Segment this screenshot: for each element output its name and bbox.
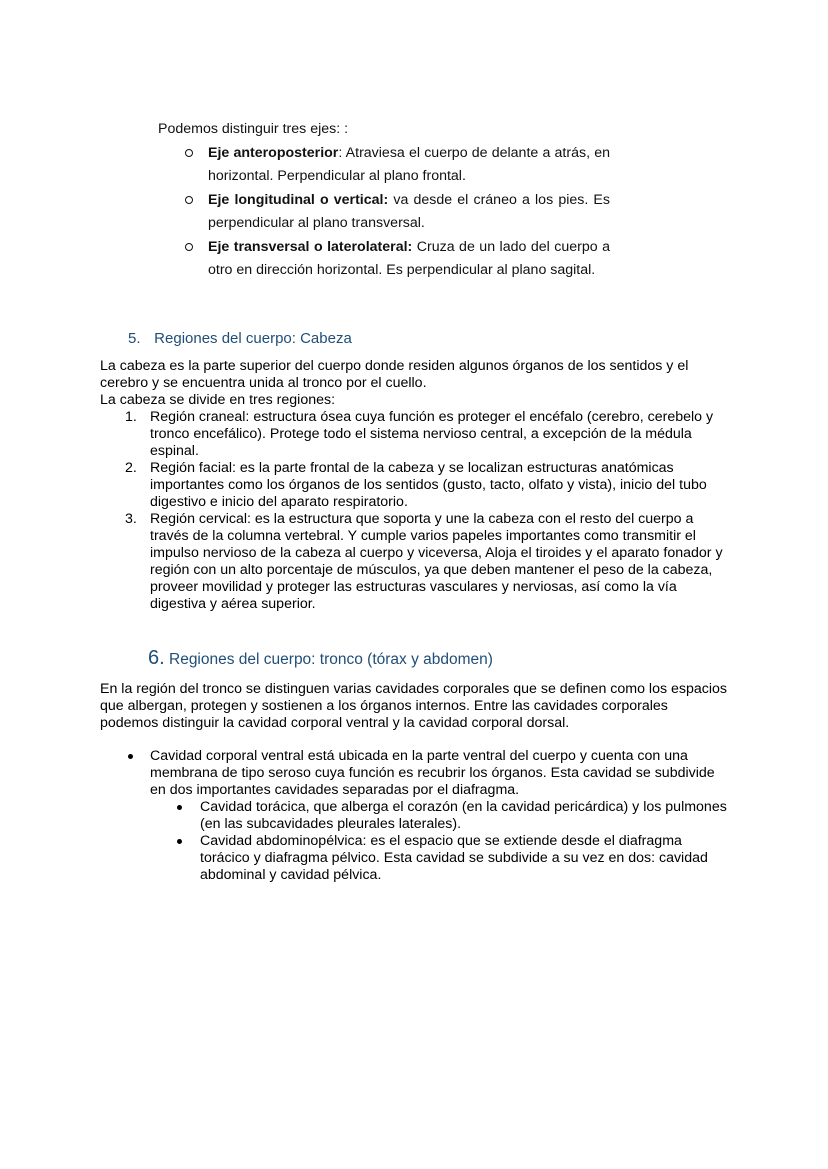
list-item	[158, 236, 610, 283]
axes-intro: Podemos distinguir tres ejes: :	[158, 121, 349, 137]
sub-list	[150, 799, 730, 884]
list-item	[100, 833, 730, 884]
axis-title: Eje anteroposterior	[208, 144, 339, 161]
section-number: 5.	[128, 330, 141, 347]
list-item	[100, 511, 730, 613]
list-item	[158, 189, 610, 236]
section-title: Regiones del cuerpo: tronco (tórax y abdomen)	[169, 651, 493, 668]
bullet-icon	[177, 839, 182, 844]
hollow-bullet-icon	[185, 196, 193, 204]
axis-text: Cruza de un lado del cuerpo a otro en dirección horizontal. Es perpendicular al plano sagital.	[208, 238, 610, 278]
list-text: Región craneal: estructura ósea cuya función es proteger el encéfalo (cerebro, cerebelo y tronco encefálico). Protege todo el sistema nervioso central, a excepción de la médula espinal.	[150, 409, 714, 459]
axes-list	[158, 142, 610, 283]
list-item	[158, 142, 610, 189]
section-6-heading	[148, 647, 493, 670]
list-item	[100, 409, 730, 460]
list-text: Región cervical: es la estructura que soporta y une la cabeza con el resto del cuerpo a través de la columna vertebral. Y cumple varios papeles importantes como transmitir el impulso nervioso de la cabeza al cuerpo y viceversa, Aloja el tiroides y el aparato fonador y región con un alto porcentaje de músculos, ya que deben mantener el peso de la cabeza, proveer movilidad y proteger las estructuras vasculares y nerviosas, así como la vía digestiva y aérea superior.	[150, 511, 723, 612]
paragraph: En la región del tronco se distinguen varias cavidades corporales que se definen como los espacios que albergan, protegen y sostienen a los órganos internos. Entre las cavidades corporales podemos distinguir la cavidad corporal ventral y la cavidad corporal dorsal.	[100, 681, 727, 731]
hollow-bullet-icon	[185, 149, 193, 157]
axis-text: : Atraviesa el cuerpo de delante a atrás, en horizontal. Perpendicular al plano frontal.	[208, 144, 610, 184]
paragraph: La cabeza es la parte superior del cuerpo donde residen algunos órganos de los sentidos y el cerebro y se encuentra unida al tronco por el cuello.	[100, 358, 689, 391]
section-title: Regiones del cuerpo: Cabeza	[154, 330, 352, 347]
axis-title: Eje transversal o laterolateral:	[208, 238, 413, 255]
regions-list	[100, 409, 730, 613]
section-5-body	[100, 358, 730, 613]
list-number: 3.	[125, 511, 137, 527]
bullet-icon	[177, 805, 182, 810]
list-item	[100, 460, 730, 511]
cavities-list	[100, 748, 730, 884]
axis-text: va desde el cráneo a los pies. Es perpendicular al plano transversal.	[208, 191, 610, 231]
axes-block	[158, 118, 610, 283]
bullet-icon	[128, 754, 133, 759]
list-text: Región facial: es la parte frontal de la cabeza y se localizan estructuras anatómicas importantes como los órganos de los sentidos (gusto, tacto, olfato y vista), inicio del tubo digestivo e inicio del aparato respiratorio.	[150, 460, 707, 510]
list-text: Cavidad torácica, que alberga el corazón (en la cavidad pericárdica) y los pulmones (en las subcavidades pleurales laterales).	[200, 799, 727, 832]
list-item	[100, 748, 730, 884]
paragraph: La cabeza se divide en tres regiones:	[100, 392, 336, 408]
list-number: 2.	[125, 460, 137, 476]
list-item	[100, 799, 730, 833]
section-5-heading	[128, 330, 352, 347]
axis-title: Eje longitudinal o vertical:	[208, 191, 389, 208]
list-number: 1.	[125, 409, 137, 425]
hollow-bullet-icon	[185, 243, 193, 251]
list-text: Cavidad corporal ventral está ubicada en la parte ventral del cuerpo y cuenta con una membrana de tipo seroso cuya función es recubrir los órganos. Esta cavidad se subdivide en dos importantes cavidades separadas por el diafragma.	[150, 748, 715, 798]
section-6-body	[100, 681, 730, 884]
list-text: Cavidad abdominopélvica: es el espacio que se extiende desde el diafragma torácico y diafragma pélvico. Esta cavidad se subdivide a su vez en dos: cavidad abdominal y cavidad pélvica.	[200, 833, 708, 883]
section-number: 6.	[148, 647, 165, 669]
